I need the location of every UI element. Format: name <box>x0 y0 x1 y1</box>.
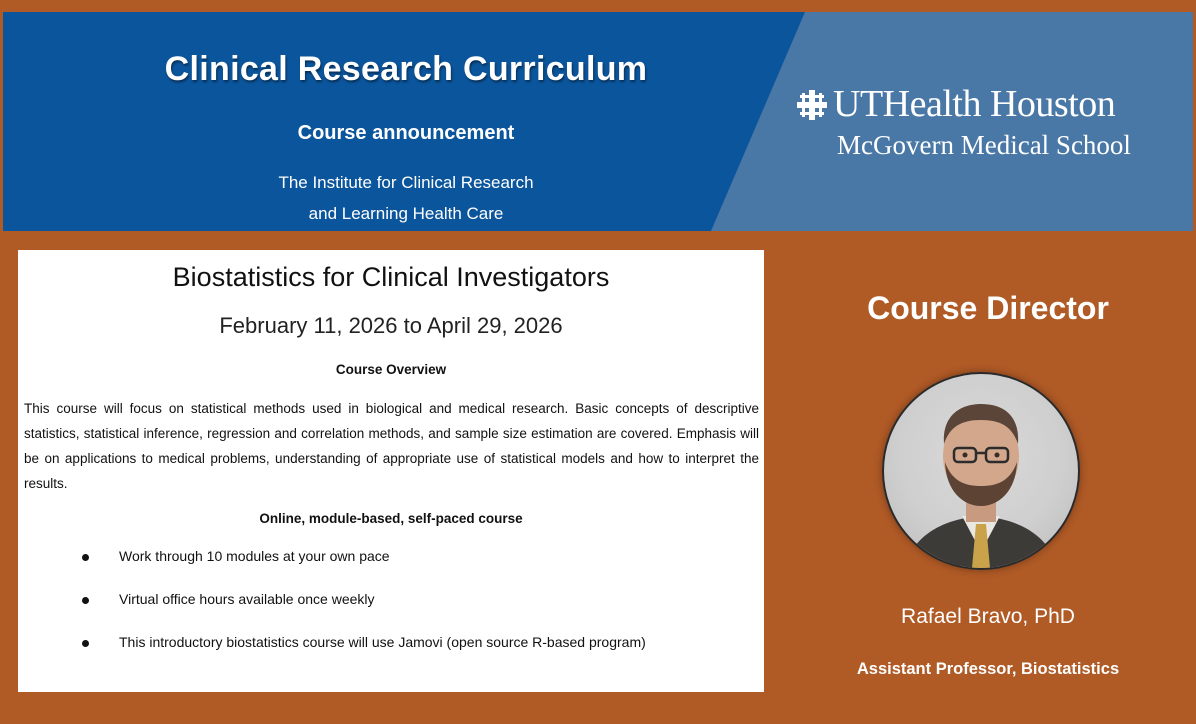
list-item-text: Virtual office hours available once weekly <box>119 591 375 607</box>
overview-text: This course will focus on statistical methods used in biological and medical research. Basic concepts of descriptive statistics, statistical inference, regression and correlation methods, and sample size estimation are covered. Emphasis will be on applications to medical problems, understanding of appropriate use of statistical models and how to interpret the results. <box>24 401 759 491</box>
bullet-icon <box>82 554 89 561</box>
overview-heading: Course Overview <box>335 362 447 377</box>
course-title: Biostatistics for Clinical Investigators <box>172 262 610 292</box>
list-item <box>18 548 764 591</box>
curriculum-title: Clinical Research Curriculum <box>164 50 648 88</box>
institute-name-line2: and Learning Health Care <box>308 204 504 223</box>
announcement-subtitle: Course announcement <box>297 122 515 144</box>
uthealth-logo-icon <box>797 90 827 120</box>
director-name: Rafael Bravo, PhD <box>901 605 1075 628</box>
director-role: Assistant Professor, Biostatistics <box>856 660 1120 678</box>
bullet-icon <box>82 597 89 604</box>
list-item <box>18 634 764 677</box>
bullet-icon <box>82 640 89 647</box>
course-features-list <box>18 548 764 677</box>
format-heading: Online, module-based, self-paced course <box>259 511 523 526</box>
course-director-heading: Course Director <box>867 290 1109 326</box>
course-info-panel <box>18 250 764 692</box>
course-dates: February 11, 2026 to April 29, 2026 <box>219 313 563 338</box>
list-item-text: This introductory biostatistics course will use Jamovi (open source R-based program) <box>119 634 646 650</box>
logo-wordmark: UTHealth Houston <box>833 83 1116 125</box>
logo-school-name: McGovern Medical School <box>837 130 1131 160</box>
institute-name-line1: The Institute for Clinical Research <box>278 173 534 192</box>
portrait-image <box>884 374 1078 568</box>
list-item-text: Work through 10 modules at your own pace <box>119 548 390 564</box>
header-banner <box>3 12 1193 231</box>
director-portrait <box>882 372 1080 570</box>
list-item <box>18 591 764 634</box>
